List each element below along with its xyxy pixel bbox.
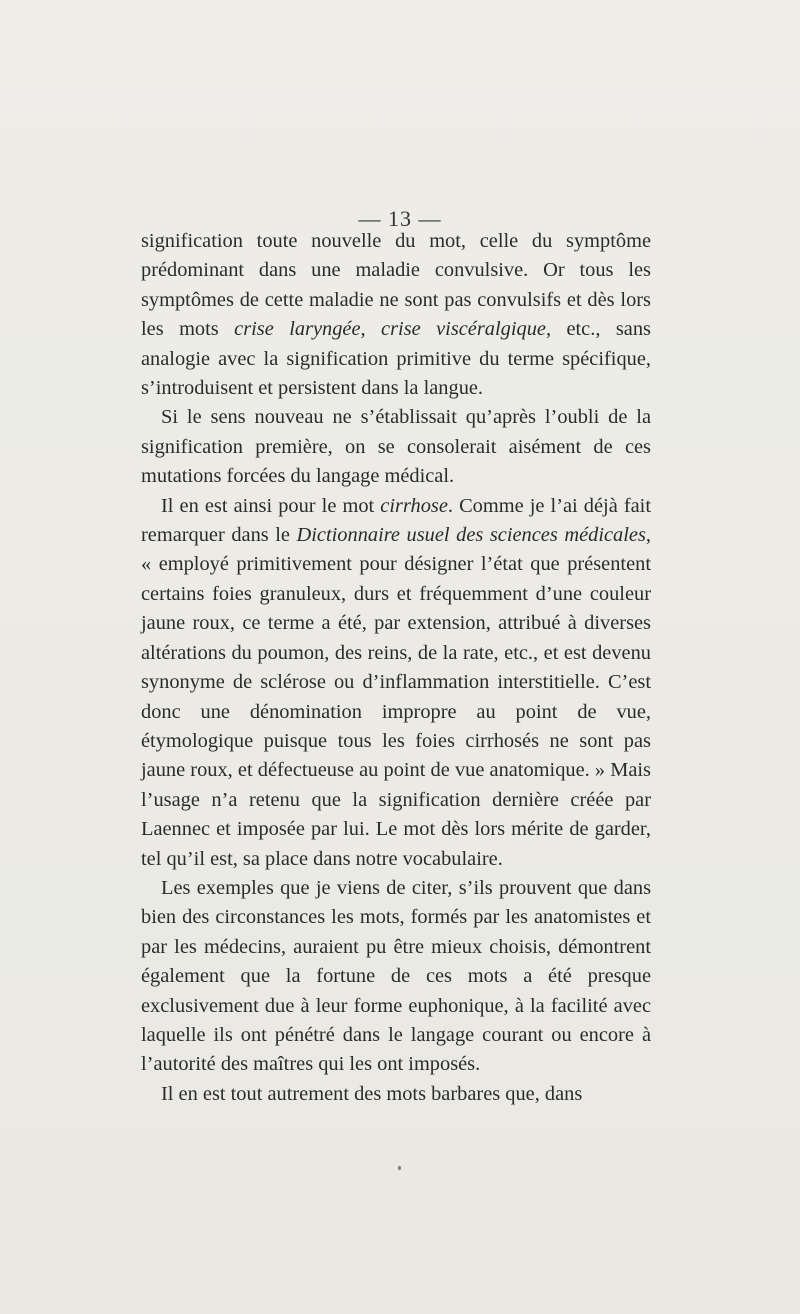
paragraph-3: [141, 492, 651, 874]
text-run: signification toute nouvelle du mot, celle du symptôme prédominant dans une maladie convulsive. Or tous les symptômes de cette maladie ne sont pas convulsifs et dès lors les mots: [141, 230, 651, 341]
paper-speck: [398, 1166, 401, 1170]
page-number: — 13 —: [358, 206, 442, 231]
text-run: , « employé primitivement pour désigner l’état que présentent certains foies granuleux, durs et fréquemment d’une couleur jaune roux, ce terme a été, par extension, attribué à diverses altérations du poumon, des reins, de la rate, etc., et est devenu synonyme de sclérose ou d’inflammation interstitielle. C’est donc une dénomination impropre au point de vue, étymologique puisque tous les foies cirrhosés ne sont pas jaune roux, et défectueuse au point de vue anatomique. » Mais l’usage n’a retenu que la signification dernière créée par Laennec et imposée par lui. Le mot dès lors mérite de garder, tel qu’il est, sa place dans notre vocabulaire.: [141, 524, 651, 870]
text-run: ,: [360, 318, 382, 341]
paragraph-5: [141, 1080, 651, 1109]
term-italic: cirrhose: [380, 494, 448, 517]
paragraph-2: [141, 403, 651, 491]
term-italic: crise laryngée: [234, 318, 361, 341]
text-run: , etc., sans analogie avec la signification primitive du terme spécifique, s’introduisent et persistent dans la langue.: [141, 318, 651, 400]
text-run: . Comme je l’ai déjà fait remarquer dans le: [141, 494, 652, 547]
text-run: Les exemples que je viens de citer, s’ils prouvent que dans bien des circonstances les mots, formés par les anatomistes et par les médecins, auraient pu être mieux choisis, démontrent également que la fortune de ces mots a été presque exclusivement due à leur forme euphonique, à la facilité avec laquelle ils ont pénétré dans le langage courant ou encore à l’autorité des maîtres qui les ont imposés.: [141, 876, 651, 1076]
text-run: Il en est tout autrement des mots barbares que, dans: [161, 1082, 583, 1105]
paragraph-4: [141, 874, 651, 1080]
text-run: Il en est ainsi pour le mot: [161, 494, 381, 517]
term-italic: crise viscéralgique: [381, 318, 546, 341]
text-run: Si le sens nouveau ne s’établissait qu’après l’oubli de la signification première, on se consolerait aisément de ces mutations forcées du langage médical.: [141, 406, 651, 488]
body-text: [141, 227, 651, 1109]
paragraph-1: [141, 227, 651, 403]
book-title-italic: Dictionnaire usuel des sciences médicales: [296, 524, 646, 547]
